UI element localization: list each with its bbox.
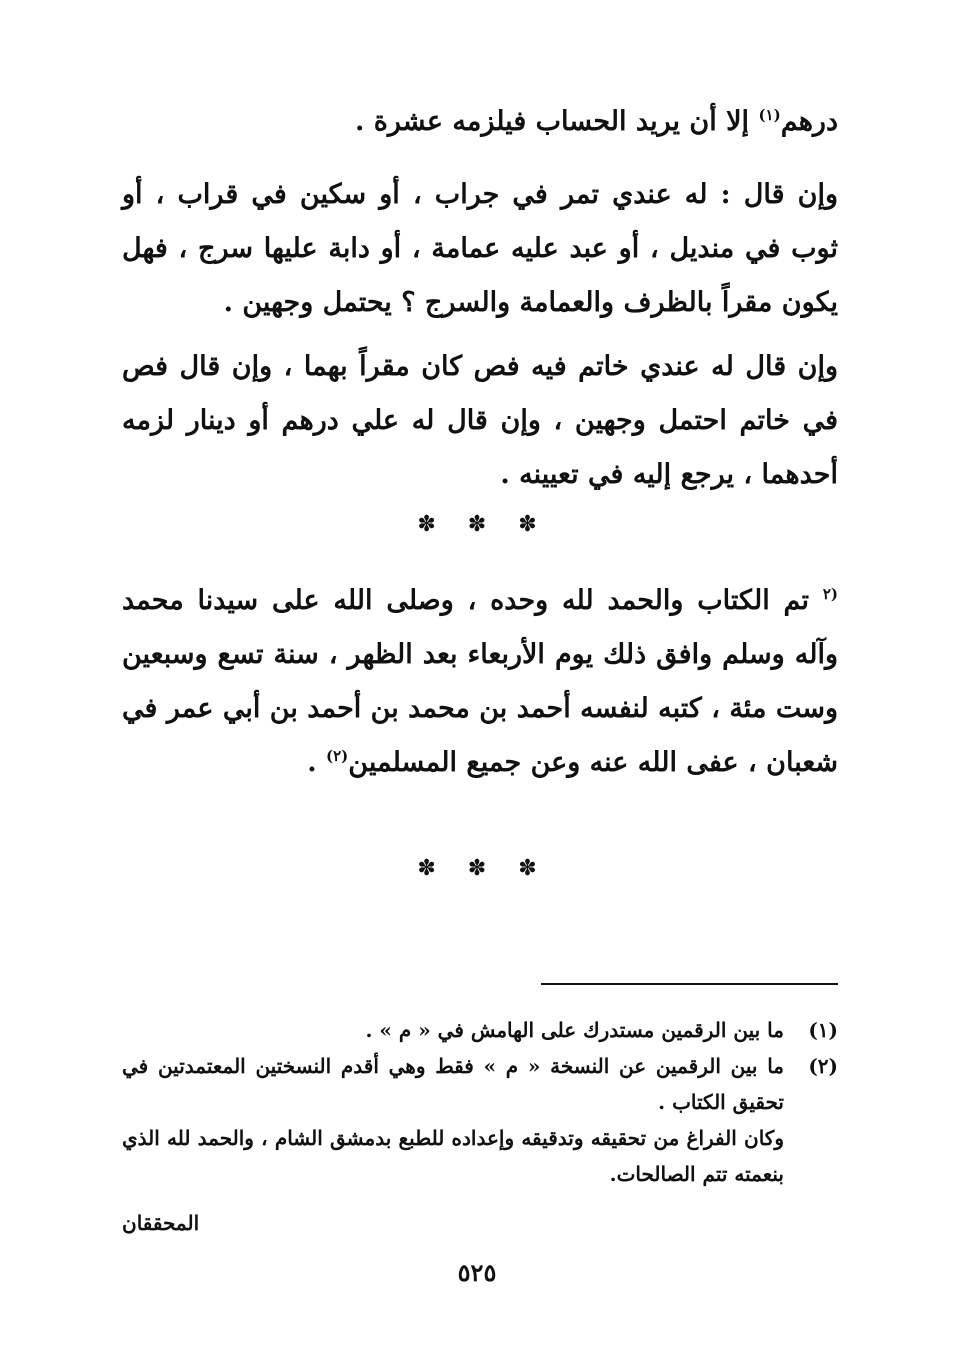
footnote-2-number: (٢): [808, 1054, 838, 1078]
footnote-ref-2-open: (٢: [822, 585, 838, 603]
separator-star-icon: ✽: [467, 512, 487, 537]
colophon-text: تم الكتاب والحمد لله وحده ، وصلى الله على سيدنا محمد وآله وسلم وافق ذلك يوم الأربعاء بعد الظهر ، سنة تسع وسبعين وست مئة ، كتبه لنفسه أحمد بن محمد بن أحمد بن أبي عمر في شعبان ، عفى الله عنه وعن جميع المسلمين: [122, 585, 838, 778]
footnote-divider: [541, 983, 838, 985]
footnote-1-number: (١): [808, 1018, 838, 1042]
paragraph-1-word: درهم: [780, 106, 838, 137]
section-separator-2: [0, 856, 954, 881]
footnote-2-text: ما بين الرقمين عن النسخة « م » فقط وهي أقدم النسختين المعتمدتين في تحقيق الكتاب .: [122, 1054, 784, 1114]
footnote-1-text: ما بين الرقمين مستدرك على الهامش في « م » .: [365, 1018, 784, 1042]
separator-star-icon: ✽: [518, 856, 537, 881]
colophon-paragraph: [122, 574, 838, 790]
separator-star-icon: ✽: [417, 512, 436, 537]
separator-star-icon: ✽: [467, 856, 487, 881]
footnote-ref-1: (١): [758, 106, 781, 124]
closing-note: وكان الفراغ من تحقيقه وتدقيقه وإعداده للطبع بدمشق الشام ، والحمد لله الذي بنعمته تتم الصالحات.: [122, 1126, 784, 1186]
paragraph-2: وإن قال : له عندي تمر في جراب ، أو سكين في قراب ، أو ثوب في منديل ، أو عبد عليه عمامة ، أو دابة عليها سرج ، فهل يكون مقراً بالظرف والعمامة والسرج ؟ يحتمل وجهين .: [122, 179, 838, 318]
footnote-ref-2-close: (٢): [326, 747, 349, 765]
colophon-end: .: [307, 747, 326, 778]
page-number: ٥٢٥: [457, 1258, 497, 1287]
footnote-1: [122, 1012, 838, 1048]
separator-star-icon: ✽: [518, 512, 537, 537]
footnotes: [122, 1012, 838, 1192]
separator-star-icon: ✽: [417, 856, 436, 881]
footnote-2: [122, 1048, 838, 1120]
paragraph-1-text: إلا أن يريد الحساب فيلزمه عشرة .: [354, 106, 759, 137]
paragraph-3: وإن قال له عندي خاتم فيه فص كان مقراً بهما ، وإن قال فص في خاتم احتمل وجهين ، وإن قال له علي درهم أو دينار لزمه أحدهما ، يرجع إليه في تعيينه .: [122, 351, 838, 490]
section-separator-1: [0, 512, 954, 537]
paragraph-1: [122, 95, 838, 149]
editors-signature: المحققان: [122, 1211, 200, 1235]
